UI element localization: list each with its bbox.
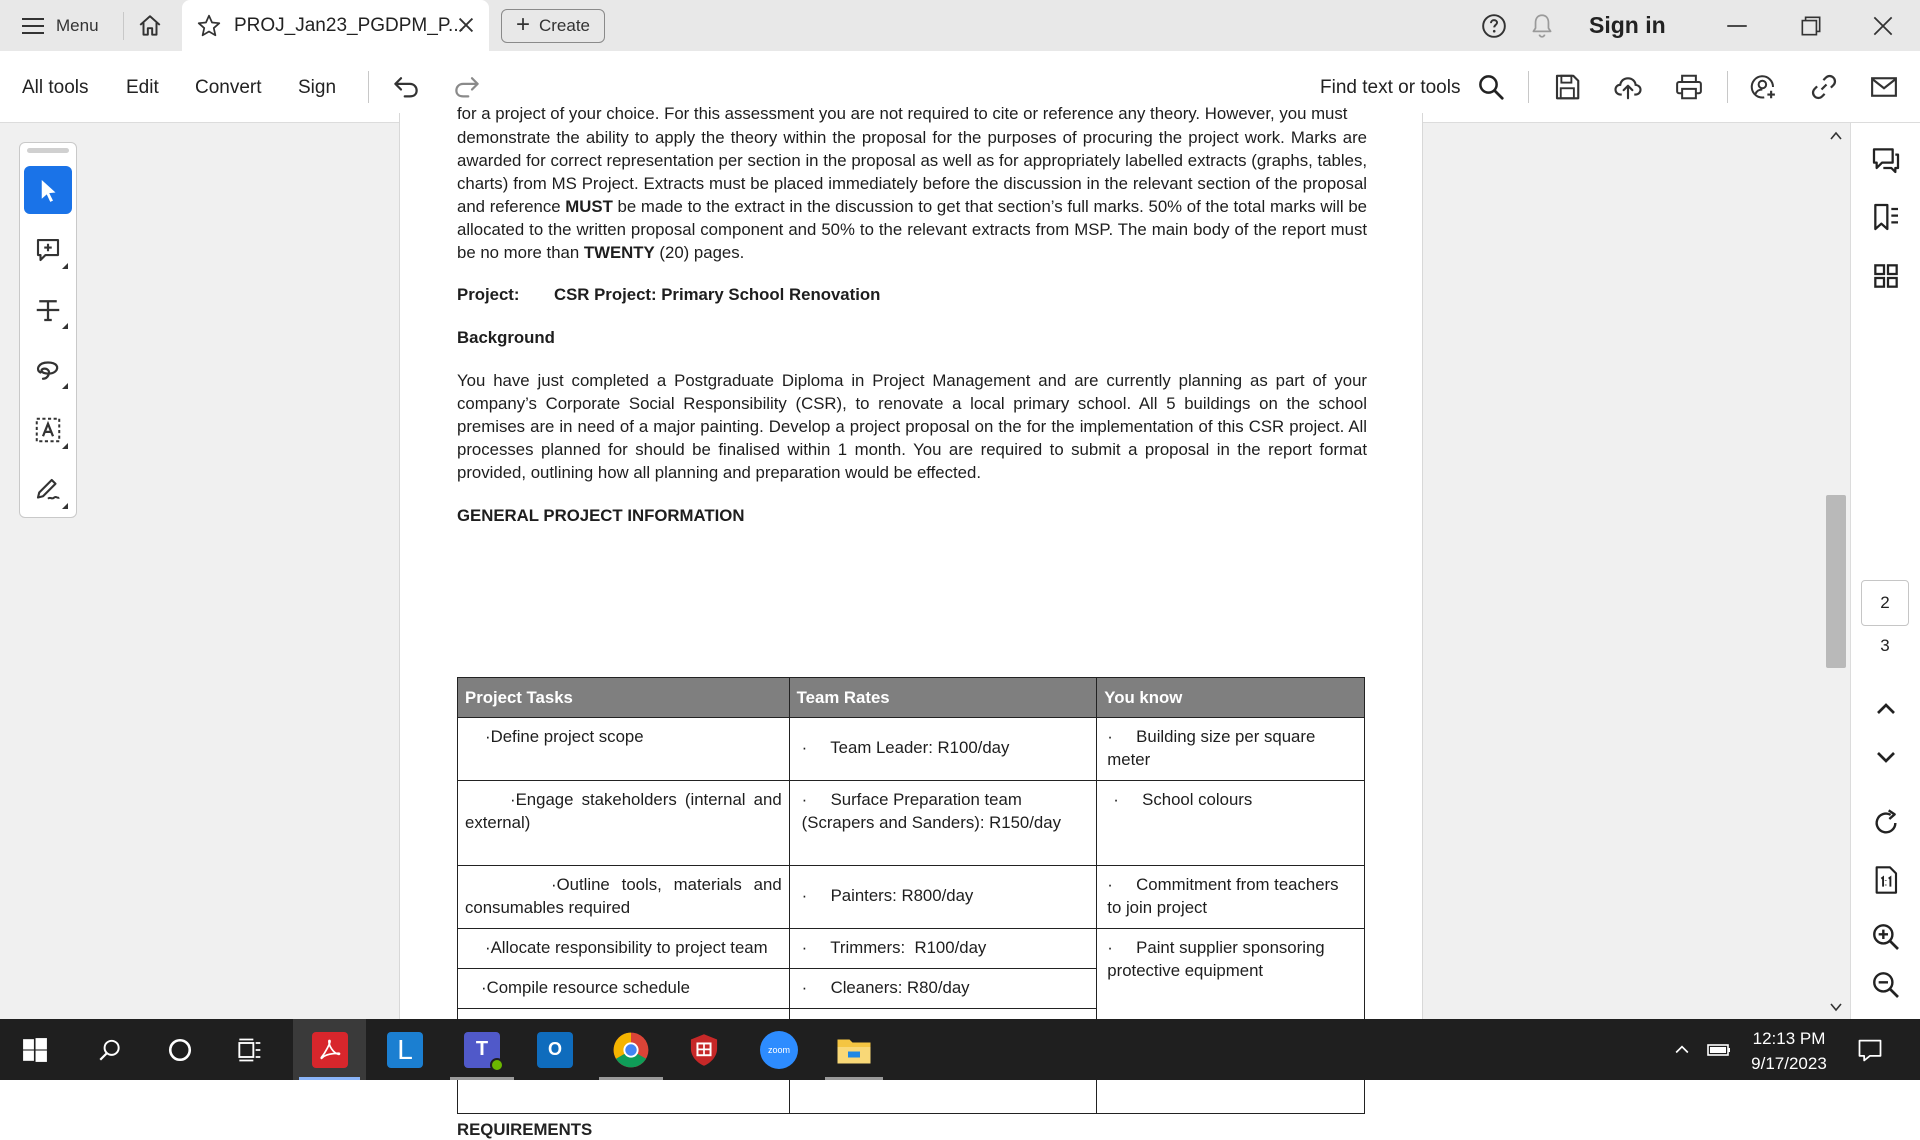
sign-in-link[interactable]: Sign in (1589, 12, 1666, 38)
cloud-upload-icon[interactable] (1613, 72, 1643, 102)
text-box-select-icon (33, 415, 63, 445)
select-tool[interactable] (24, 166, 72, 214)
close-window-icon[interactable] (1870, 13, 1896, 39)
hamburger-icon (22, 18, 44, 34)
next-page-icon[interactable] (1870, 741, 1902, 773)
taskbar-acrobat[interactable] (293, 1019, 366, 1080)
select-text-tool[interactable] (24, 406, 72, 454)
close-tab-icon[interactable] (455, 14, 477, 36)
table-cell: · Painters: R800/day (789, 866, 1097, 929)
actual-size-icon[interactable] (1870, 864, 1902, 896)
clipped-text-line: for a project of your choice. For this assessment you are not required to cite or reference any theory. However, you must (457, 104, 1348, 123)
share-user-icon[interactable] (1748, 72, 1778, 102)
draw-freeform-tool[interactable] (24, 346, 72, 394)
scroll-up-icon[interactable] (1828, 128, 1844, 144)
assessment-paragraph: demonstrate the ability to apply the theory within the proposal for the purposes of procuring the project work. Marks are awarded for correct representation per section in the proposal as well as for appropriately labelled extracts (graphs, tables, charts) from MS Project. Extracts must be placed immediately before the discussion in the relevant section of the proposal and reference MUST be made to the extract in the discussion to get that section’s full marks. 50% of the total marks will be allocated to the written proposal component and 50% to the relevant extracts from MSP. The main body of the report must be no more than TWENTY (20) pages. (457, 128, 1367, 262)
search-icon (97, 1037, 123, 1063)
create-button[interactable] (501, 9, 605, 43)
expand-indicator (62, 323, 68, 329)
outlook-app-icon: O (537, 1032, 573, 1068)
background-paragraph: You have just completed a Postgraduate Diploma in Project Management and are currently planning as part of your company’s Corporate Social Responsibility (CSR), to renovate a local primary school. All 5 buildings on the school premises are in need of a major painting. Develop a project proposal on the for the implementation of this CSR project. All processes planned for should be finalised within 1 month. You are required to submit a proposal in the report format provided, outlining how all planning and preparation would be effected. (457, 371, 1367, 482)
edit-menu[interactable]: Edit (126, 77, 159, 98)
zoom-in-icon[interactable] (1870, 921, 1902, 953)
table-row (458, 781, 1365, 866)
redo-icon[interactable] (452, 72, 482, 102)
menu-label: Menu (56, 16, 99, 35)
print-icon[interactable] (1674, 72, 1704, 102)
teams-app-icon: T (464, 1032, 500, 1068)
table-cell: · Building size per square meter (1097, 718, 1365, 781)
taskbar-chrome[interactable] (593, 1019, 669, 1080)
scrollbar-thumb[interactable] (1826, 495, 1846, 668)
table-cell: · School colours (1097, 781, 1365, 866)
star-icon[interactable] (196, 13, 222, 39)
table-header: Team Rates (789, 678, 1097, 718)
table-cell: · Paint supplier sponsoring protective equipment (1097, 929, 1365, 1114)
sign-menu[interactable]: Sign (298, 77, 337, 98)
comments-icon[interactable] (1870, 144, 1902, 176)
general-info-heading: GENERAL PROJECT INFORMATION (457, 506, 745, 525)
zoom-app-icon: zoom (760, 1031, 798, 1069)
page-thumbnails-icon[interactable] (1870, 260, 1902, 292)
notification-center-icon[interactable] (1856, 1036, 1884, 1064)
background-heading: Background (457, 328, 555, 347)
task-view-button[interactable] (216, 1019, 286, 1080)
link-icon[interactable] (1809, 72, 1839, 102)
running-indicator (599, 1077, 663, 1080)
strikethrough-text-icon (33, 295, 63, 325)
sign-fill-tool[interactable] (24, 466, 72, 514)
divider (1727, 71, 1728, 103)
requirements-heading: REQUIREMENTS (457, 1120, 593, 1139)
project-name: CSR Project: Primary School Renovation (554, 285, 881, 304)
table-cell: ·Allocate responsibility to project team (458, 929, 790, 969)
expand-indicator (62, 263, 68, 269)
convert-menu[interactable]: Convert (195, 77, 262, 98)
clock-date: 9/17/2023 (1751, 1054, 1827, 1073)
clock-time: 12:13 PM (1752, 1029, 1826, 1048)
document-body (457, 104, 1367, 527)
table-header: Project Tasks (458, 678, 790, 718)
undo-icon[interactable] (391, 72, 421, 102)
divider (1528, 71, 1529, 103)
next-page-number[interactable]: 3 (1880, 636, 1890, 655)
taskbar-zoom[interactable] (744, 1019, 814, 1080)
plus-icon: + (515, 10, 530, 38)
taskbar-file-explorer[interactable] (819, 1019, 889, 1080)
restore-icon[interactable] (1798, 13, 1824, 39)
add-comment-tool[interactable] (24, 226, 72, 274)
notifications-bell-icon[interactable] (1529, 12, 1555, 40)
quick-tools-panel (19, 142, 77, 518)
pen-sign-icon (33, 475, 63, 505)
expand-indicator (62, 383, 68, 389)
table-row (458, 718, 1365, 781)
taskbar-security-app[interactable] (669, 1019, 739, 1080)
document-tab[interactable] (182, 0, 489, 51)
cortana-circle-icon (167, 1037, 193, 1063)
shield-app-icon (688, 1033, 720, 1067)
minimize-icon[interactable] (1724, 13, 1750, 39)
windows-taskbar (0, 1019, 1920, 1080)
lasso-draw-icon (33, 355, 63, 385)
menu-button[interactable] (22, 14, 99, 38)
cursor-arrow-icon (33, 175, 63, 205)
text-markup-tool[interactable] (24, 286, 72, 334)
divider (123, 12, 124, 40)
expand-indicator (62, 503, 68, 509)
start-button[interactable] (0, 1019, 70, 1080)
home-icon[interactable] (137, 13, 163, 39)
system-clock[interactable] (1730, 1026, 1848, 1076)
table-cell: · Trimmers: R100/day (789, 929, 1097, 969)
expand-indicator (62, 443, 68, 449)
search-icon[interactable] (1476, 72, 1506, 102)
help-icon[interactable] (1481, 13, 1507, 39)
table-row (458, 866, 1365, 929)
panel-drag-handle[interactable] (27, 148, 69, 153)
scroll-down-icon[interactable] (1828, 999, 1844, 1015)
table-cell: ·Engage stakeholders (internal and external) (458, 781, 790, 866)
email-icon[interactable] (1869, 72, 1899, 102)
chrome-app-icon (612, 1031, 650, 1069)
create-label: Create (538, 16, 591, 35)
zoom-out-icon[interactable] (1870, 969, 1902, 1001)
table-cell: ·Compile resource schedule (458, 969, 790, 1009)
previous-page-icon[interactable] (1870, 693, 1902, 725)
acrobat-app-icon (312, 1032, 348, 1068)
running-indicator (450, 1077, 514, 1080)
bookmarks-icon[interactable] (1870, 201, 1902, 233)
table-cell: · Team Leader: R100/day (789, 718, 1097, 781)
table-header-row (458, 678, 1365, 718)
vertical-scrollbar[interactable] (1822, 123, 1850, 1019)
active-indicator (299, 1077, 360, 1080)
find-text-or-tools-label[interactable]: Find text or tools (1320, 77, 1461, 98)
project-label: Project: (457, 285, 520, 304)
battery-icon[interactable] (1706, 1039, 1732, 1061)
cortana-button[interactable] (145, 1019, 215, 1080)
table-cell: · Surface Preparation team (Scrapers and Sanders): R150/day (789, 781, 1097, 866)
task-view-icon (237, 1036, 265, 1064)
taskbar-teams[interactable] (444, 1019, 520, 1080)
all-tools-menu[interactable]: All tools (22, 77, 89, 98)
l-app-icon: L (387, 1032, 423, 1068)
table-row (458, 929, 1365, 969)
taskbar-app-l[interactable] (370, 1019, 440, 1080)
divider (368, 71, 369, 103)
table-cell: ·Define project scope (458, 718, 790, 781)
table-cell: · Cleaners: R80/day (789, 969, 1097, 1009)
tab-bar (0, 0, 1920, 51)
comment-add-icon (33, 235, 63, 265)
running-indicator (825, 1077, 883, 1080)
taskbar-search[interactable] (75, 1019, 145, 1080)
current-page-indicator[interactable]: 2 (1861, 580, 1909, 626)
windows-logo-icon (22, 1037, 48, 1063)
taskbar-outlook[interactable] (520, 1019, 590, 1080)
right-side-panel (1850, 123, 1920, 1019)
table-cell: · Commitment from teachers to join project (1097, 866, 1365, 929)
table-header: You know (1097, 678, 1365, 718)
tab-title: PROJ_Jan23_PGDPM_P... (234, 14, 464, 36)
table-cell: ·Outline tools, materials and consumables required (458, 866, 790, 929)
show-hidden-icons-chevron-icon[interactable] (1672, 1040, 1692, 1060)
project-title-row (457, 283, 1367, 306)
save-icon[interactable] (1552, 72, 1582, 102)
rotate-icon[interactable] (1870, 807, 1902, 839)
folder-app-icon (836, 1034, 872, 1066)
